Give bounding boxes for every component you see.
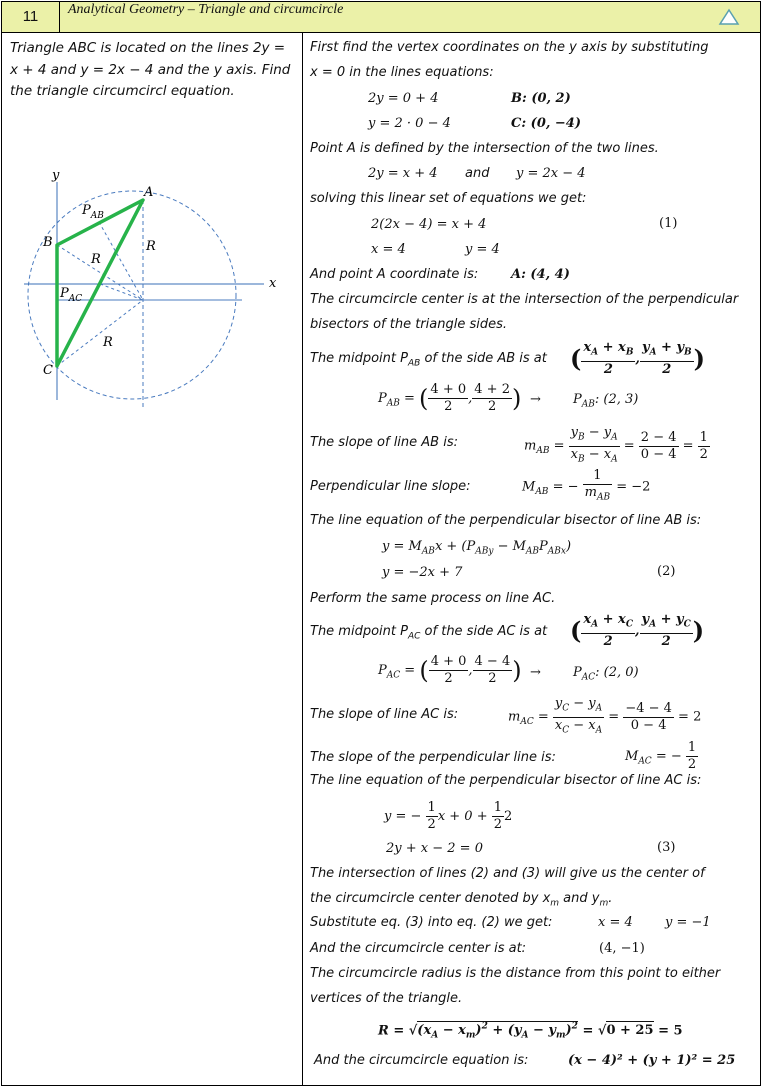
sol-line-21: The circumcircle radius is the distance from this point to either [310,966,721,981]
midpoint-formula-ab: ( $\frac{x_A + x_B}{2}$ , $\frac{y_A + y_B}{2}$ ) [570,340,705,377]
eq-2: y = −2x + 7 [382,565,463,580]
triangle-abc [57,200,143,366]
sol-line-12: Perform the same process on line AC. [310,591,556,606]
sol-line-19: Substitute eq. (3) into eq. (2) we get: [310,915,553,930]
sol-line-22: vertices of the triangle. [310,991,463,1006]
eq-b: 2y = 0 + 4 [368,91,439,106]
radius-label-b: R [91,252,101,267]
sol-line-6: The circumcircle center is at the intersection of the perpendicular [310,292,739,307]
sol-line-11: The line equation of the perpendicular bisector of line AB is: [310,513,702,528]
sol-line-10: Perpendicular line slope: [310,479,471,494]
column-divider [302,32,303,1086]
system-eq-2: y = 2x − 4 [516,166,586,181]
sol-line-3: Point A is defined by the intersection of the two lines. [310,141,659,156]
radius-formula: $R = √(x_A - x_m)^2 + (y_A - y_m)^2 = √0 + 25 = 5$ [378,1022,683,1041]
problem-number: 11 [2,2,60,32]
bisector-general: $y = M_{AB}x + (P_{ABy} - M_{AB}P_{ABx})$ [382,539,572,557]
sol-line-4: solving this linear set of equations we get: [310,191,587,206]
problem-statement: Triangle ABC is located on the lines 2y = x + 4 and y = 2x − 4 and the y axis. Find the triangle circumcircl equation. [10,40,291,99]
perp-slope-ac: $M_{AC}$ = − $\frac{1}{2}$ [625,740,697,772]
bisector-ac [100,284,143,300]
sol-line-14: The slope of line AC is: [310,707,459,722]
sol-line-23: And the circumcircle equation is: [314,1053,529,1068]
sol-line-8: The midpoint $P_{AB}$ of the side AB is at [310,351,547,369]
triangle-figure [12,162,297,462]
vertex-a-label: A [144,185,154,200]
result-a: A: (4, 4) [511,267,570,282]
bisector-ab [99,222,143,300]
sol-line-5: And point A coordinate is: [310,267,479,282]
eq-1: 2(2x − 4) = x + 4 [371,217,487,232]
vertex-b-label: B [43,235,53,250]
result-c: C: (0, −4) [511,116,582,131]
sol-line-13: The midpoint $P_{AC}$ of the side AC is at [310,624,548,642]
arrow-ac: → [530,665,541,680]
system-eq-1: 2y = x + 4 [368,166,438,181]
radius-label-c: R [103,335,113,350]
sol-line-16: The line equation of the perpendicular bisector of line AC is: [310,773,702,788]
sub-x: x = 4 [598,915,633,930]
pac-calc: $P_{AC}$ = ( $\frac{4 + 0}{2}$ , $\frac{4 - 4}{2}$ ) [378,654,522,686]
sol-line-1: First find the vertex coordinates on the y axis by substituting [310,40,709,55]
page-title: Analytical Geometry – Triangle and circumcircle [68,2,344,17]
eq-c: y = 2 · 0 − 4 [368,116,451,131]
pab-calc: $P_{AB}$ = ( $\frac{4 + 0}{2}$ , $\frac{4 + 2}{2}$ ) [378,382,522,414]
pac-label: $P_{AC}$ [60,286,83,304]
vertex-c-label: C [43,363,53,378]
sol-line-2: x = 0 in the lines equations: [310,65,494,80]
sol-line-20: And the circumcircle center is at: [310,941,527,956]
sol-line-17: The intersection of lines (2) and (3) will give us the center of [310,866,705,881]
x-result: x = 4 [371,242,406,257]
sol-line-7: bisectors of the triangle sides. [310,317,508,332]
worksheet-page [1,1,761,1086]
arrow-ab: → [530,392,541,407]
y-axis-label: y [52,168,60,183]
pac-result: $P_{AC}$: (2, 0) [573,665,639,683]
radius-c [57,300,143,366]
midpoint-formula-ac: ( $\frac{x_A + x_C}{2}$ , $\frac{y_A + y_C}{2}$ ) [570,612,705,649]
final-equation: (x − 4)² + (y + 1)² = 25 [568,1053,736,1068]
triangle-icon[interactable] [718,8,740,26]
pab-result: $P_{AB}$: (2, 3) [573,392,639,410]
eq-3-number: (3) [657,840,676,855]
header-bar [2,2,760,33]
slope-ab-calc: $m_{AB}$ = $\frac{y_B - y_A}{x_B - x_A}$ = $\frac{2 - 4}{0 - 4}$ = $\frac{1}{2}$ [524,425,708,465]
result-b: B: (0, 2) [511,91,571,106]
eq-3: 2y + x − 2 = 0 [386,841,483,856]
y-result: y = 4 [465,242,500,257]
sub-y: y = −1 [665,915,711,930]
sol-line-9: The slope of line AB is: [310,435,458,450]
system-and: and [465,166,490,181]
eq-1-number: (1) [659,216,678,231]
sol-line-18: the circumcircle center denoted by $x_m$ and $y_m$. [310,891,613,909]
sol-line-15: The slope of the perpendicular line is: [310,750,556,765]
slope-ac-calc: $m_{AC}$ = $\frac{y_C - y_A}{x_C - x_A}$ = $\frac{-4 - 4}{0 - 4}$ = 2 [508,696,702,736]
perp-slope-ab: $M_{AB}$ = − $\frac{1}{m_{AB}}$ = −2 [522,468,651,503]
x-axis-label: x [269,276,277,291]
pab-label: $P_{AB}$ [82,203,104,221]
radius-label-a: R [146,239,156,254]
center-coord: (4, −1) [599,941,645,956]
eq-2-number: (2) [657,564,676,579]
bisector-ac-eq: y = − $\frac{1}{2}$ x + 0 + $\frac{1}{2}$ 2 [384,800,513,832]
